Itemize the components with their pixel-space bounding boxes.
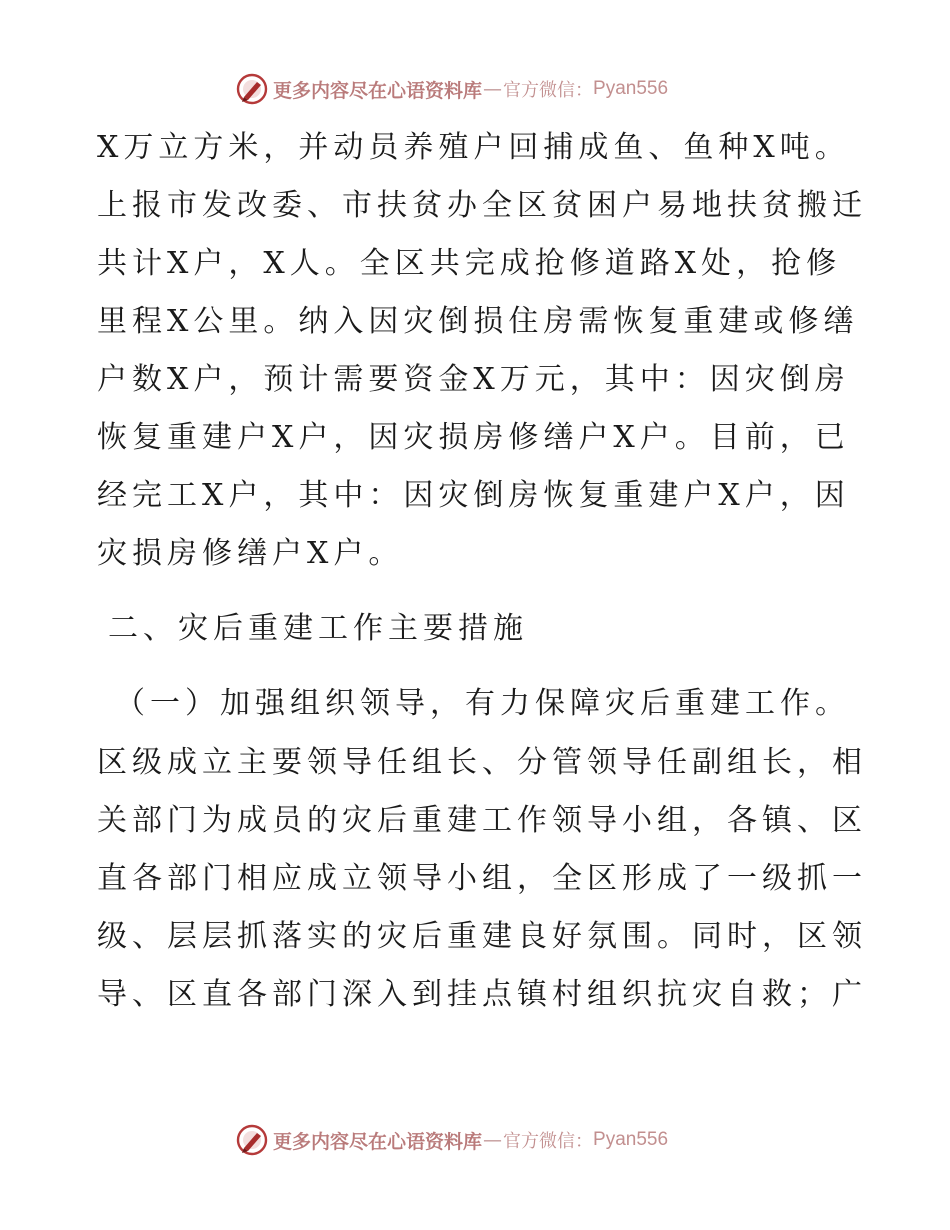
promo-text: 更多内容尽在心语资料库 [273,1130,483,1153]
body-line: 恢复重建户X户，因灾损房修缮户X户。目前，已 [97,420,850,455]
wechat-id: Pyan556 [593,78,669,99]
wechat-label: 官方微信： [503,80,594,101]
section-heading: 二、灾后重建工作主要措施 [108,611,528,646]
banner-dash: — [483,78,503,100]
body-line: 共计X户，X人。全区共完成抢修道路X处，抢修 [97,246,842,281]
body-line: 级、层层抓落实的灾后重建良好氛围。同时，区领 [97,919,867,954]
body-line: 里程X公里。纳入因灾倒损住房需恢复重建或修缮 [97,304,859,339]
body-line: 经完工X户，其中：因灾倒房恢复重建户X户，因 [97,478,850,513]
promo-text: 更多内容尽在心语资料库 [273,79,483,102]
footer-watermark-banner [236,1123,756,1157]
wechat-id: Pyan556 [593,1129,669,1150]
subsection-heading: （一）加强组织领导，有力保障灾后重建工作。 [115,686,850,721]
body-line: 导、区直各部门深入到挂点镇村组织抗灾自救；广 [97,977,867,1012]
body-line: 户数X户，预计需要资金X万元，其中：因灾倒房 [97,362,850,397]
pen-logo-icon [236,1124,268,1156]
body-line: X万立方米，并动员养殖户回捕成鱼、鱼种X吨。 [97,130,850,165]
header-watermark-banner [236,72,756,106]
banner-dash: — [483,1129,503,1151]
body-line: 区级成立主要领导任组长、分管领导任副组长，相 [97,745,867,780]
body-line: 直各部门相应成立领导小组，全区形成了一级抓一 [97,861,867,896]
wechat-label: 官方微信： [503,1131,594,1152]
body-line: 关部门为成员的灾后重建工作领导小组，各镇、区 [97,803,867,838]
body-line: 灾损房修缮户X户。 [97,536,404,571]
pen-logo-icon [236,73,268,105]
body-line: 上报市发改委、市扶贫办全区贫困户易地扶贫搬迁 [97,188,867,223]
